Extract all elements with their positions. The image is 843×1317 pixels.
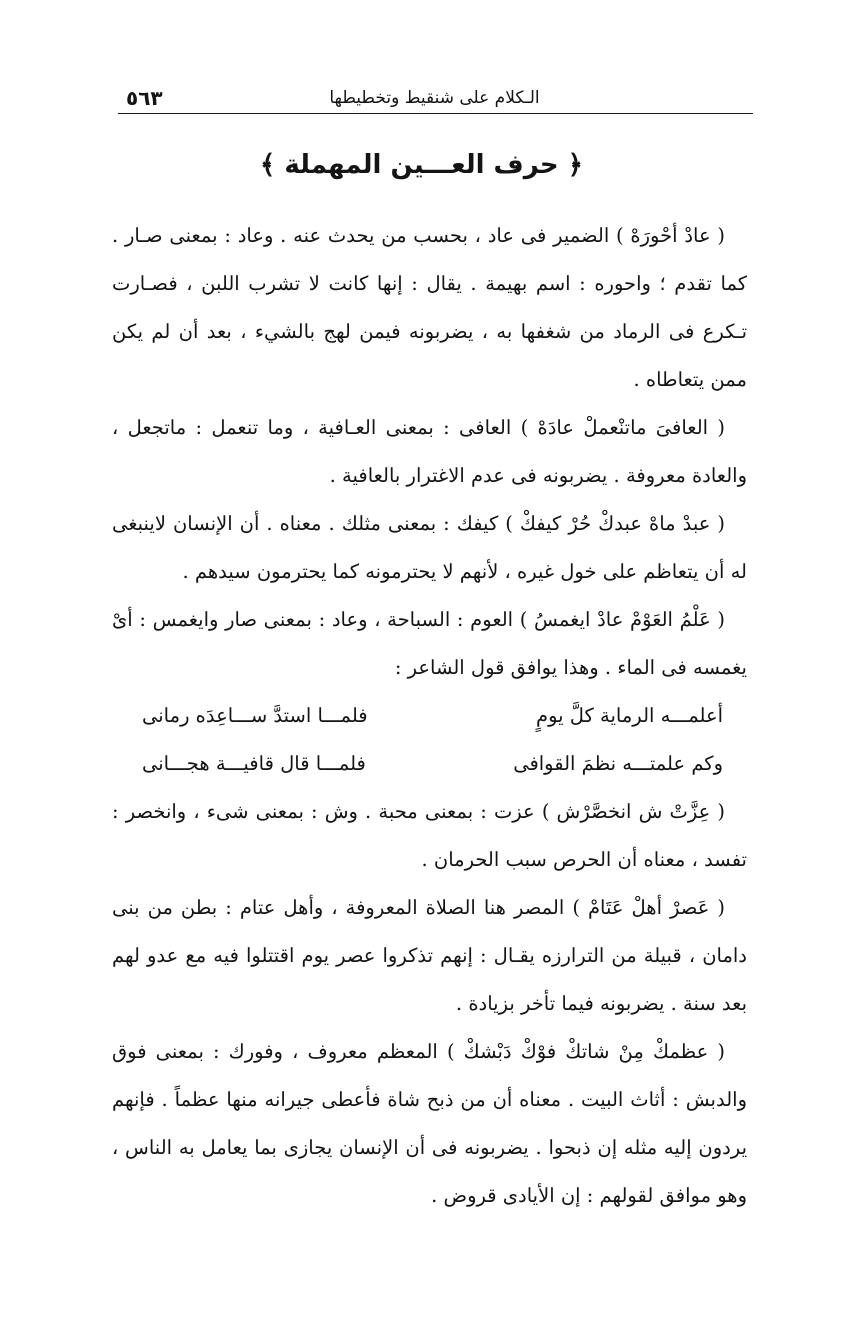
paragraph-abd-mah: ( عبدْ ماهْ عبدكْ حُرْ كيفكْ ) كيفك : بمعنى مثلك . معناه . أن الإنسان لاينبغى له أن يتعاظم على خول غيره ، لأنهم لا يحترمونه كما يحترمون سيدهم . bbox=[112, 512, 747, 583]
poem-hemistich-second: فلمـــا استدَّ ســـاعِدَه رمانى bbox=[142, 704, 368, 727]
poem bbox=[112, 692, 747, 788]
paragraph-asr-ahl-atam: ( عَصرْ أهلْ عَتَامْ ) المصر هنا الصلاة المعروفة ، وأهل عتام : بطن من بنى دامان ، قبيلة من الترارزه يقـال : إنهم تذكروا عصر يوم اقتتلوا فيه مع عدو لهم بعد سنة . يضربونه فيما تأخر بزيادة . bbox=[112, 896, 747, 1015]
paragraph-izzat: ( عِزَّتْ ش انخصَّرْش ) عزت : بمعنى محبة . وش : بمعنى شىء ، وانخصر : تفسد ، معناه أن الحرص سبب الحرمان . bbox=[112, 800, 747, 871]
paragraph-al-afi: ( العافىَ ماتنْعملْ عادَهْ ) العافى : بمعنى العـافية ، وما تنعمل : ماتجعل ، والعادة معروفة . يضربونه فى عدم الاغترار بالعافية . bbox=[112, 416, 747, 487]
poem-hemistich-first: أعلمـــه الرماية كلَّ يومٍ bbox=[536, 704, 723, 727]
poem-hemistich-second: فلمـــا قال قافيـــة هجـــانى bbox=[142, 752, 366, 775]
section-heading: ﴿ حرف العـــين المهملة ﴾ bbox=[260, 150, 583, 180]
poem-hemistich-first: وكم علمتـــه نظمَ القوافى bbox=[513, 752, 723, 775]
running-title: الـكلام على شنقيط وتخطيطها bbox=[329, 88, 540, 108]
running-header bbox=[118, 74, 751, 114]
poem-verse bbox=[142, 692, 723, 740]
poem-verse bbox=[142, 740, 723, 788]
page-number: ٥٦٣ bbox=[126, 86, 163, 110]
paragraph-azmak: ( عظمكْ مِنْ شاتكْ فوْكْ دَبْشكْ ) المعظم معروف ، وفورك : بمعنى فوق والدبش : أثاث البيت . معناه أن من ذبح شاة فأعطى جيرانه منها عظماً . فإنهم يردون إليه مثله إن ذبحوا . يضربونه فى أن الإنسان يجازى بما يعامل به الناس ، وهو موافق لقولهم : إن الأيادى قروض . bbox=[112, 1040, 747, 1207]
header-rule bbox=[118, 113, 753, 114]
paragraph-alm-al-awm: ( عَلْمُ العَوْمْ عادْ ايغمسُ ) العوم : السباحة ، وعاد : بمعنى صار وايغمس : أىْ يغمسه فى الماء . وهذا يوافق قول الشاعر : bbox=[112, 608, 747, 679]
paragraph-ada-ahwara: ( عادْ أحْورَهْ ) الضمير فى عاد ، بحسب من يحدث عنه . وعاد : بمعنى صـار . كما تقدم ؛ واحوره : اسم بهيمة . يقال : إنها كانت لا تشرب اللبن ، فصـارت تـكرع فى الرماد من شغفها به ، يضربونه فيمن لهج بالشيء ، بعد أن لم يكن ممن يتعاطاه . bbox=[112, 224, 747, 391]
body-text bbox=[112, 212, 747, 1220]
